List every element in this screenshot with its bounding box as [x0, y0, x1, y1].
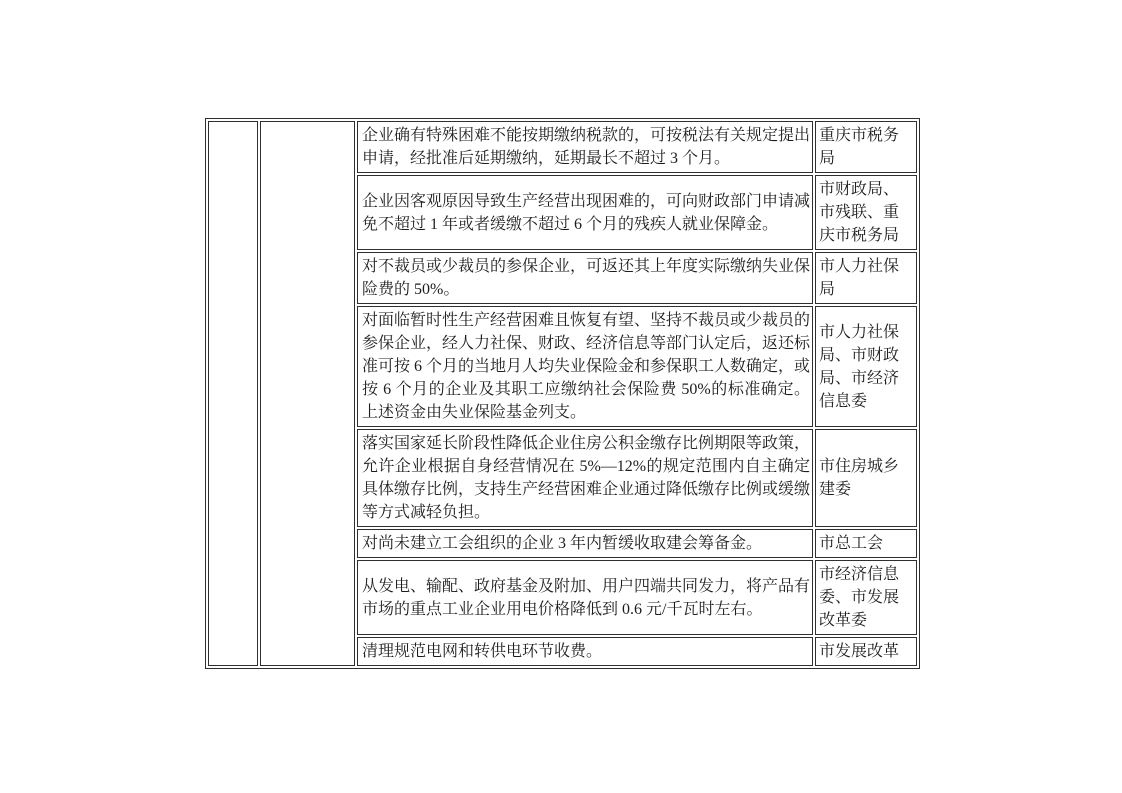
empty-spanning-cell-1 — [208, 121, 258, 666]
empty-spanning-cell-2 — [260, 121, 355, 666]
measure-cell: 企业因客观原因导致生产经营出现困难的，可向财政部门申请减免不超过 1 年或者缓缴不超过 6 个月的残疾人就业保障金。 — [357, 175, 813, 250]
measure-cell: 清理规范电网和转供电环节收费。 — [357, 637, 813, 666]
measure-cell: 对不裁员或少裁员的参保企业，可返还其上年度实际缴纳失业保险费的 50%。 — [357, 252, 813, 304]
measure-cell: 对尚未建立工会组织的企业 3 年内暂缓收取建会筹备金。 — [357, 529, 813, 558]
measure-cell: 企业确有特殊困难不能按期缴纳税款的，可按税法有关规定提出申请，经批准后延期缴纳，延期最长不超过 3 个月。 — [357, 121, 813, 173]
department-cell: 市总工会 — [815, 529, 917, 558]
department-cell: 市住房城乡建委 — [815, 429, 917, 527]
measure-cell: 从发电、输配、政府基金及附加、用户四端共同发力，将产品有市场的重点工业企业用电价格降低到 0.6 元/千瓦时左右。 — [357, 560, 813, 635]
table-row — [208, 121, 917, 173]
department-cell: 市发展改革 — [815, 637, 917, 666]
department-cell: 市财政局、市残联、重庆市税务局 — [815, 175, 917, 250]
department-cell: 市人力社保局 — [815, 252, 917, 304]
department-cell: 市人力社保局、市财政局、市经济信息委 — [815, 306, 917, 427]
measure-cell: 落实国家延长阶段性降低企业住房公积金缴存比例期限等政策，允许企业根据自身经营情况在 5%—12%的规定范围内自主确定具体缴存比例，支持生产经营困难企业通过降低缴存比例或缓缴等方式减轻负担。 — [357, 429, 813, 527]
policy-measures-table — [205, 118, 920, 669]
department-cell: 市经济信息委、市发展改革委 — [815, 560, 917, 635]
department-cell: 重庆市税务局 — [815, 121, 917, 173]
measure-cell: 对面临暂时性生产经营困难且恢复有望、坚持不裁员或少裁员的参保企业，经人力社保、财政、经济信息等部门认定后，返还标准可按 6 个月的当地月人均失业保险金和参保职工人数确定，或按 6 个月的企业及其职工应缴纳社会保险费 50%的标准确定。上述资金由失业保险基金列支。 — [357, 306, 813, 427]
